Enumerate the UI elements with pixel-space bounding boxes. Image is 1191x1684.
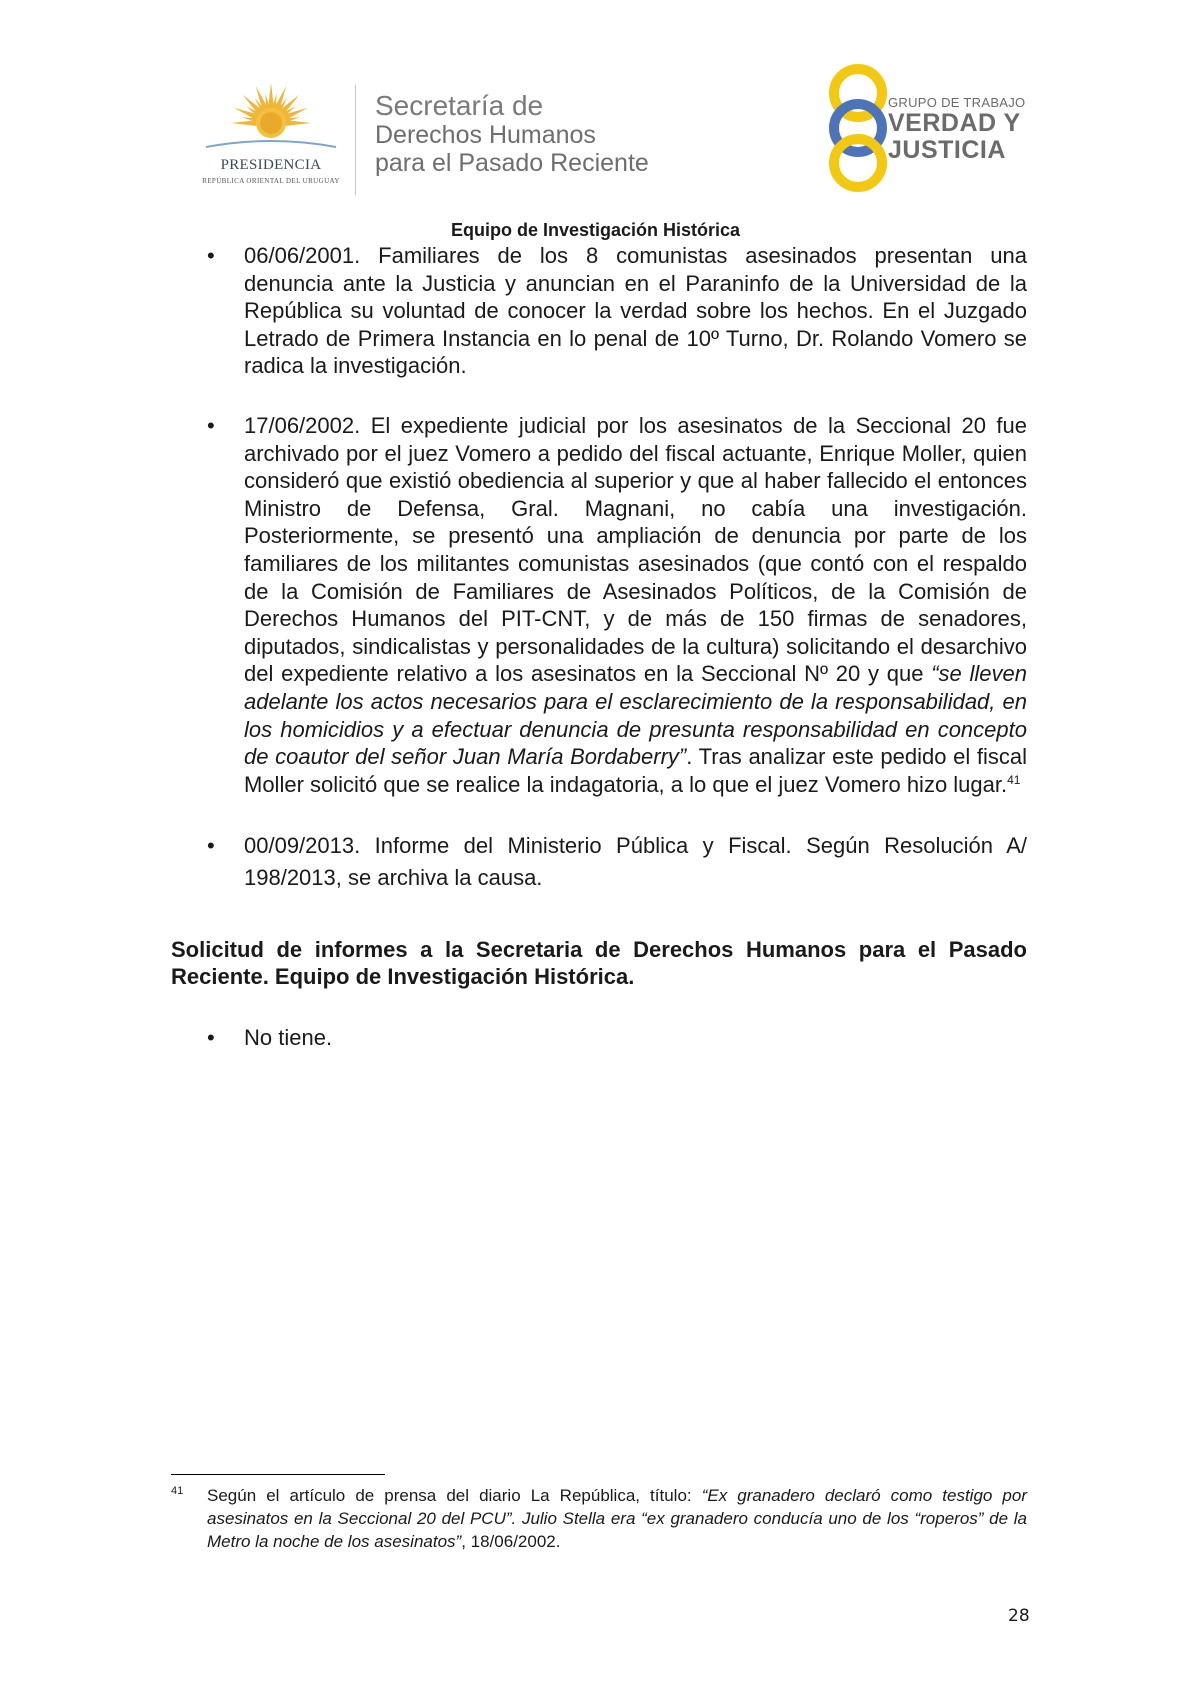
bullet-icon: • [207,833,215,859]
bullet-icon: • [207,1025,215,1051]
footnote [171,1484,1027,1553]
header-divider [355,85,356,195]
footnote-text [207,1484,1027,1553]
justicia-label: JUSTICIA [888,136,1006,164]
footnote-number: 41 [171,1485,184,1497]
footnote-italic: “Ex granadero declaró como testigo por asesinatos en la Seccional 20 del PCU”. Julio Stella era “ex granadero conducía uno de los “roperos” de la Metro la noche de los asesinatos” [207,1486,1027,1551]
bullet-icon: • [207,243,215,268]
grupo-trabajo-label: GRUPO DE TRABAJO [888,95,1026,110]
footnote-text-after: , 18/06/2002. [461,1532,561,1551]
footnote-text-before: Según el artículo de prensa del diario La República, título: [207,1486,702,1505]
secretaria-title [375,91,715,177]
bullet-icon: • [207,412,215,438]
presidencia-sublabel: REPÚBLICA ORIENTAL DEL URUGUAY [202,177,340,185]
secretaria-line-3: para el Pasado Reciente [375,149,649,177]
item-text: 00/09/2013. Informe del Ministerio Pública y Fiscal. Según Resolución A/ 198/2013, se archiva la causa. [244,833,1027,891]
verdad-label: VERDAD Y [888,109,1021,137]
item-quote: “se lleven adelante los actos necesarios para el esclarecimiento de la responsabilidad, en los homicidios y a efectuar denuncia de presunta responsabilidad en concepto de coautor del señor Juan María Bordaberry” [244,661,1027,770]
list-item [171,412,1027,798]
item-text: No tiene. [244,1025,333,1051]
item-text-after: . Tras analizar este pedido el fiscal Moller solicitó que se realice la indagatoria, a lo que el juez Vomero hizo lugar. [244,744,1027,797]
list-item [171,242,1027,380]
secretaria-line-2: Derechos Humanos [375,121,596,149]
secretaria-line-1: Secretaría de [375,90,544,121]
page-header [0,55,1191,205]
presidencia-label: PRESIDENCIA [220,157,322,173]
page-number: 28 [1008,1606,1030,1626]
list-item [171,830,1027,894]
sun-emblem-icon [196,81,346,161]
document-body [171,242,1027,1052]
verdad-justicia-label [888,95,1025,164]
item-text: 06/06/2001. Familiares de los 8 comunistas asesinados presentan una denuncia ante la Justicia y anuncian en el Paraninfo de la Universidad de la República su voluntad de conocer la verdad sobre los hechos. En el Juzgado Letrado de Primera Instancia en lo penal de 10º Turno, Dr. Rolando Vomero se radica la investigación. [244,243,1027,379]
item-text: 17/06/2002. El expediente judicial por los asesinatos de la Seccional 20 fue archivado por el juez Vomero a pedido del fiscal actuante, Enrique Moller, quien consideró que existió obediencia al superior y que al haber fallecido el entonces Ministro de Defensa, Gral. Magnani, no cabía una investigación. Posteriormente, se presentó una ampliación de denuncia por parte de los familiares de los militantes comunistas asesinados (que contó con el respaldo de la Comisión de Familiares de Asesinados Políticos, de la Comisión de Derechos Humanos del PIT-CNT, y de más de 150 firmas de senadores, diputados, sindicalistas y personalidades de la cultura) solicitando el desarchivo del expediente relativo a los asesinatos en la Seccional Nº 20 y que [244,412,1027,687]
section-heading: Solicitud de informes a la Secretaria de Derechos Humanos para el Pasado Reciente. Equipo de Investigación Histórica. [171,937,1027,990]
list-item [171,1024,1027,1052]
team-title: Equipo de Investigación Histórica [450,220,741,240]
footnote-separator [171,1474,385,1475]
footnote-ref[interactable]: 41 [1007,772,1021,787]
presidencia-logo [196,81,346,199]
